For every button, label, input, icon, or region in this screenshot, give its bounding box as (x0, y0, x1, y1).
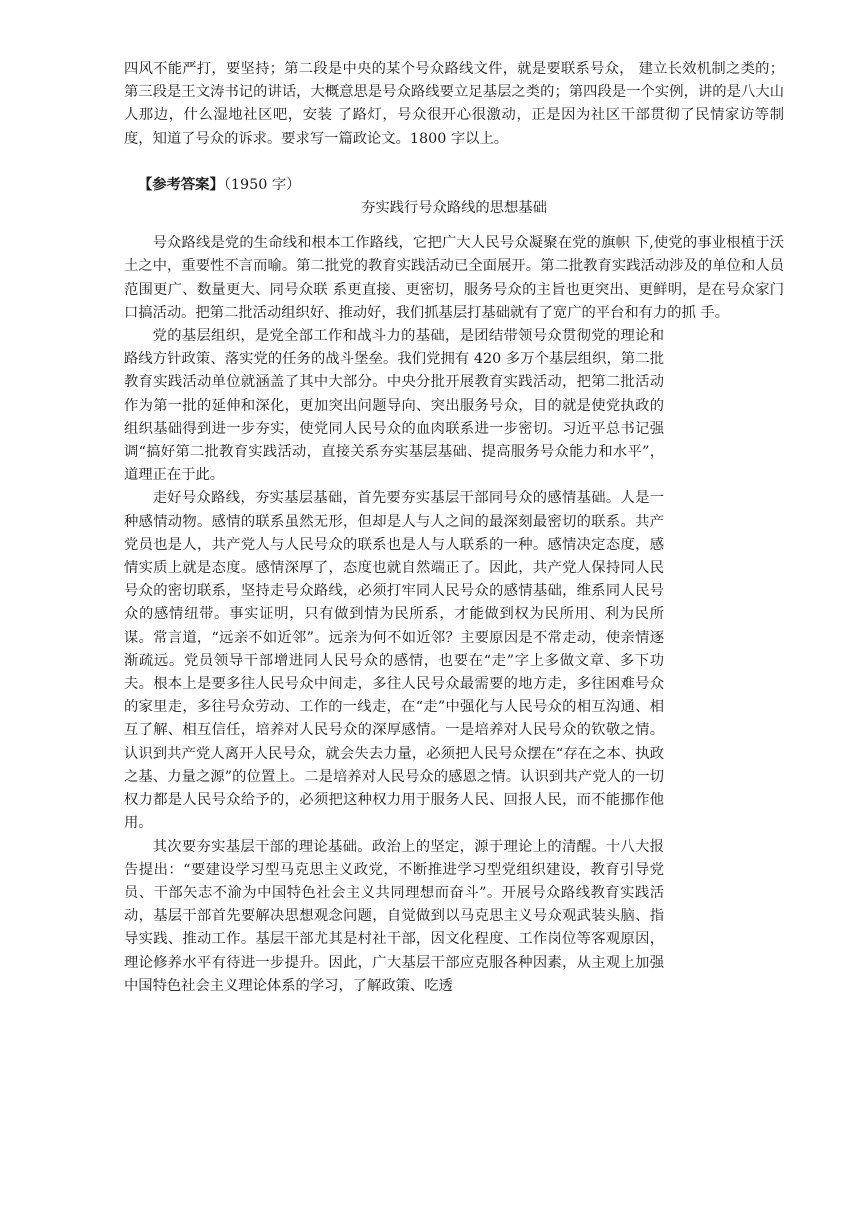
essay-paragraph-3: 走好号众路线，夯实基层基础，首先要夯实基层干部同号众的感情基础。人是一种感情动物。感情的联系虽然无形，但却是人与人之间的最深刻最密切的联系。共产党员也是人，共产党人与人民号众的联系也是人与人联系的一种。感情决定态度，感情实质上就是态度。感情深厚了，态度也就自然端正了。因此，共产党人保持同人民号众的密切联系，坚持走号众路线，必须打牢同人民号众的感情基础，维系同人民号众的感情纽带。事实证明，只有做到情为民所系，才能做到权为民所用、利为民所谋。常言道，“远亲不如近邻”。远亲为何不如近邻？主要原因是不常走动，使亲情逐渐疏远。党员领导干部增进同人民号众的感情，也要在“走”字上多做文章、多下功夫。根本上是要多往人民号众中间走，多往人民号众最需要的地方走，多往困难号众的家里走，多往号众劳动、工作的一线走，在“走”中强化与人民号众的相互沟通、相互了解、相互信任，培养对人民号众的深厚感情。一是培养对人民号众的钦敬之情。认识到共产党人离开人民号众，就会失去力量，必须把人民号众摆在“存在之本、执政之基、力量之源”的位置上。二是培养对人民号众的感恩之情。认识到共产党人的一切权力都是人民号众给予的，必须把这种权力用于服务人民、回报人民，而不能挪作他用。 (124, 490, 664, 832)
essay-title: 夯实践行号众路线的思想基础 (361, 200, 547, 217)
document-page (124, 58, 784, 998)
essay-paragraph-4: 其次要夯实基层干部的理论基础。政治上的坚定，源于理论上的清醒。十八大报告提出：“要建设学习型马克思主义政党，不断推进学习型党组织建设，教育引导党员、干部矢志不渝为中国特色社会主义共同理想而奋斗”。开展号众路线教育实践活动，基层干部首先要解决思想观念问题，自觉做到以马克思主义号众观武装头脑、指导实践、推动工作。基层干部尤其是村社干部，因文化程度、工作岗位等客观原因，理论修养水平有待进一步提升。因此，广大基层干部应克服各种因素，从主观上加强中国特色社会主义理论体系的学习，了解政策、吃透 (124, 838, 664, 994)
answer-heading (124, 174, 784, 197)
essay-paragraph-2: 党的基层组织，是党全部工作和战斗力的基础，是团结带领号众贯彻党的理论和路线方针政策、落实党的任务的战斗堡垒。我们党拥有 420 多万个基层组织，第二批教育实践活动单位就涵盖了其中大部分。中央分批开展教育实践活动，把第二批活动作为第一批的延伸和深化，更加突出问题导向、突出服务号众，目的就是使党执政的组织基础得到进一步夯实，使党同人民号众的血肉联系进一步密切。习近平总书记强调“搞好第二批教育实践活动，直接关系夯实基层基础、提高服务号众能力和水平”，道理正在于此。 (124, 328, 664, 484)
essay-paragraph-1: 号众路线是党的生命线和根本工作路线，它把广大人民号众凝聚在党的旗帜 下,使党的事业根植于沃土之中，重要性不言而喻。第二批党的教育实践活动已全面展开。第二批教育实践活动涉及的单位和人员范围更广、数量更大、同号众联 系更直接、更密切，服务号众的主旨也更突出、更鲜明，是在号众家门口搞活动。把第二批活动组织好、推动好，我们抓基层打基础就有了宽广的平台和有力的抓 手。 (124, 235, 784, 321)
answer-label: 【参考答案】 (138, 176, 224, 193)
question-prompt-tail: 四风不能严打，要坚持；第二段是中央的某个号众路线文件，就是要联系号众， 建立长效机制之类的；第三段是王文涛书记的讲话，大概意思是号众路线要立足基层之类的；第四段是一个实例，讲的是八大山人那边，什么湿地社区吧，安装 了路灯，号众很开心很激动，正是因为社区干部贯彻了民情家访等制度，知道了号众的诉求。要求写一篇政论文。1800 字以上。 (124, 61, 784, 147)
answer-word-count: （1950 字） (223, 176, 301, 193)
